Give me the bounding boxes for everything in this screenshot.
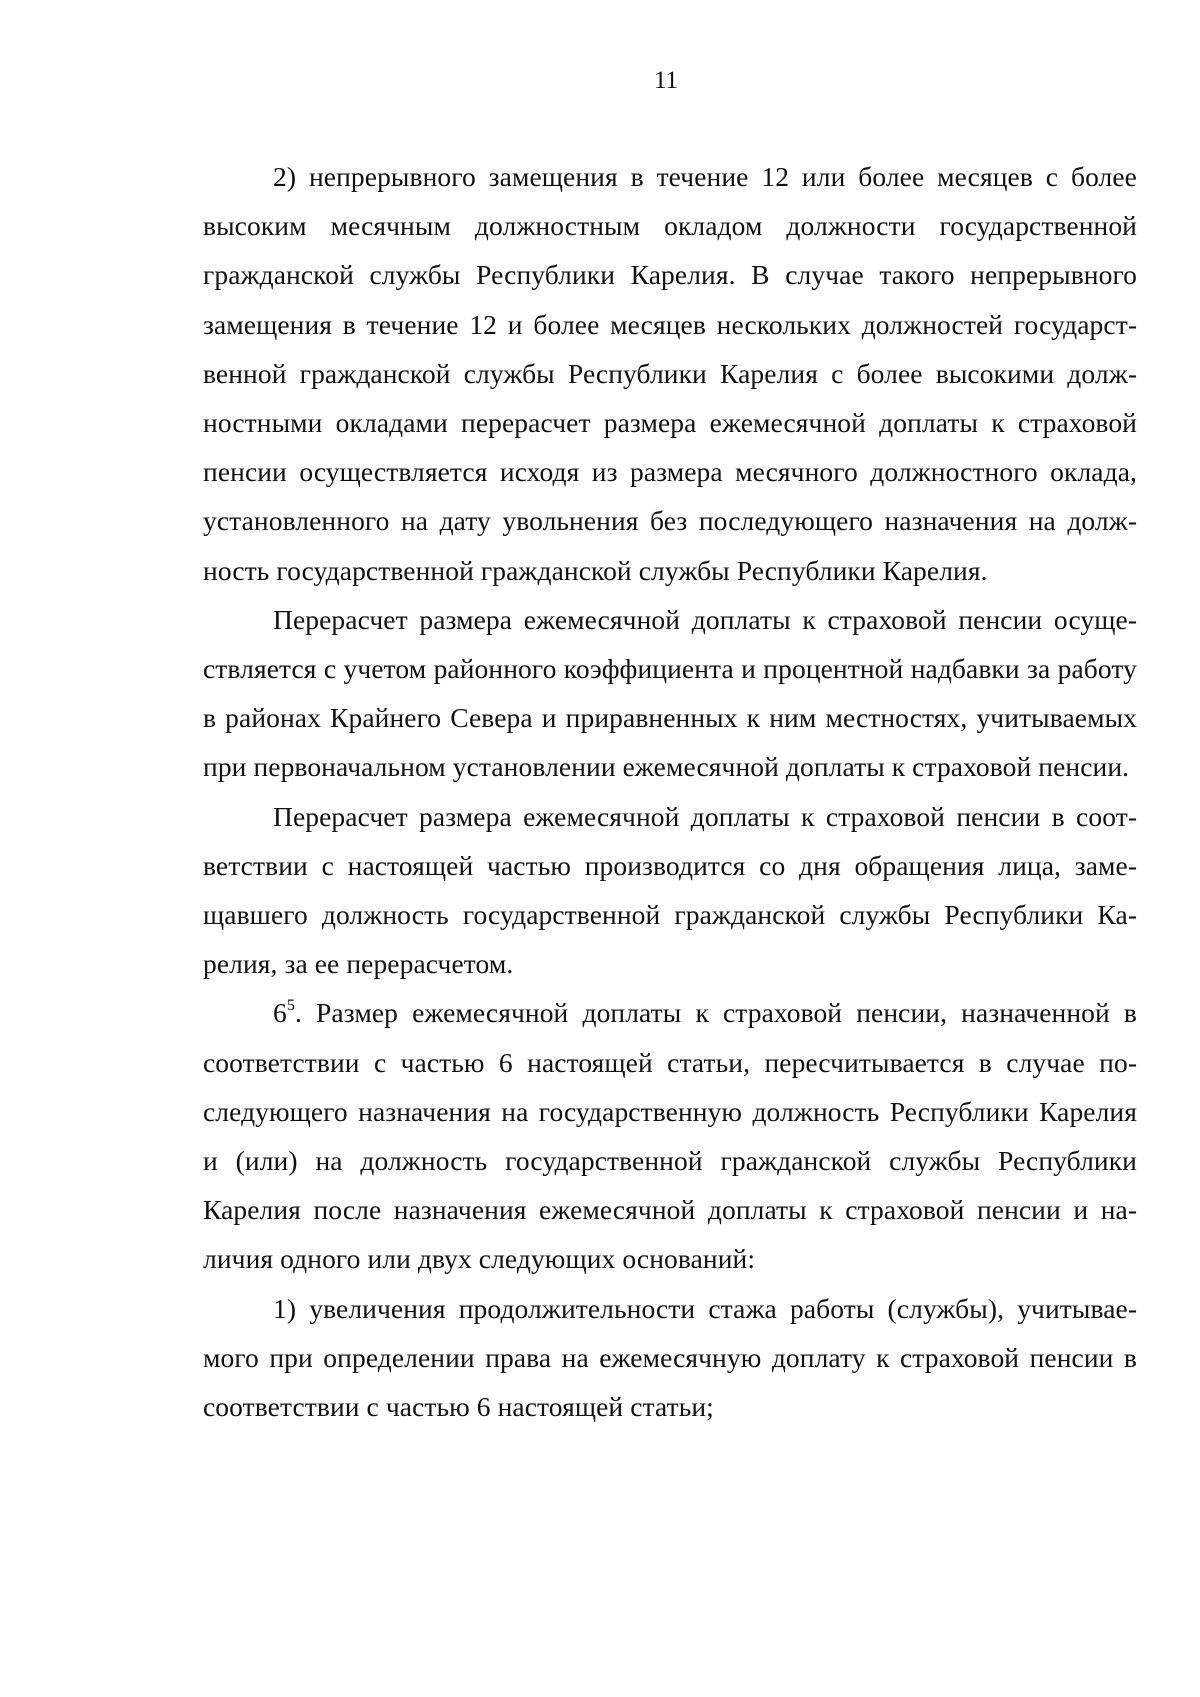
paragraph-recalc-coefficient: Перерасчет размера ежемесячной доплаты к страховой пенсии осуществляется с учетом районного коэффициента и процентной надбавки за работу в районах Крайнего Севера и приравненных к ним местностях, учитываемых при первоначальном установлении ежемесячной доплаты к страховой пенсии.: [203, 603, 1137, 783]
paragraph-basis-1: 1) увеличения продолжительности стажа работы (службы), учитываемого при определении права на ежемесячную доплату к страховой пенсии в соответствии с частью 6 настоящей статьи;: [203, 1292, 1137, 1423]
page-number: 11: [653, 67, 679, 94]
part-text: . Размер ежемесячной доплаты к страховой пенсии, назначенной в соответствии с частью 6 настоящей статьи, пересчитывается в случае последующего назначения на государственную должность Республики Карелия и (или) на должность государственной гражданской службы Республики Карелия после назначения ежемесячной доплаты к страховой пенсии и наличия одного или двух следующих оснований:: [203, 997, 1137, 1275]
document-body: [203, 152, 1137, 1431]
paragraph-recalc-date: Перерасчет размера ежемесячной доплаты к страховой пенсии в соответствии с настоящей частью производится со дня обращения лица, замещавшего должность государственной гражданской службы Республики Карелия, за ее перерасчетом.: [203, 800, 1137, 980]
paragraph-part-6-5: [203, 988, 1137, 1283]
paragraph-recalc-condition-2: 2) непрерывного замещения в течение 12 или более месяцев с более высоким месячным должностным окладом должности государственной гражданской службы Республики Карелия. В случае такого непрерывного замещения в течение 12 и более месяцев нескольких должностей государственной гражданской службы Республики Карелия с более высокими должностными окладами перерасчет размера ежемесячной доплаты к страховой пенсии осуществляется исходя из размера месячного должностного оклада, установленного на дату увольнения без последующего назначения на должность государственной гражданской службы Республики Карелия.: [203, 161, 1137, 586]
part-number-superscript: 5: [286, 997, 295, 1015]
part-number: 6: [273, 997, 287, 1029]
